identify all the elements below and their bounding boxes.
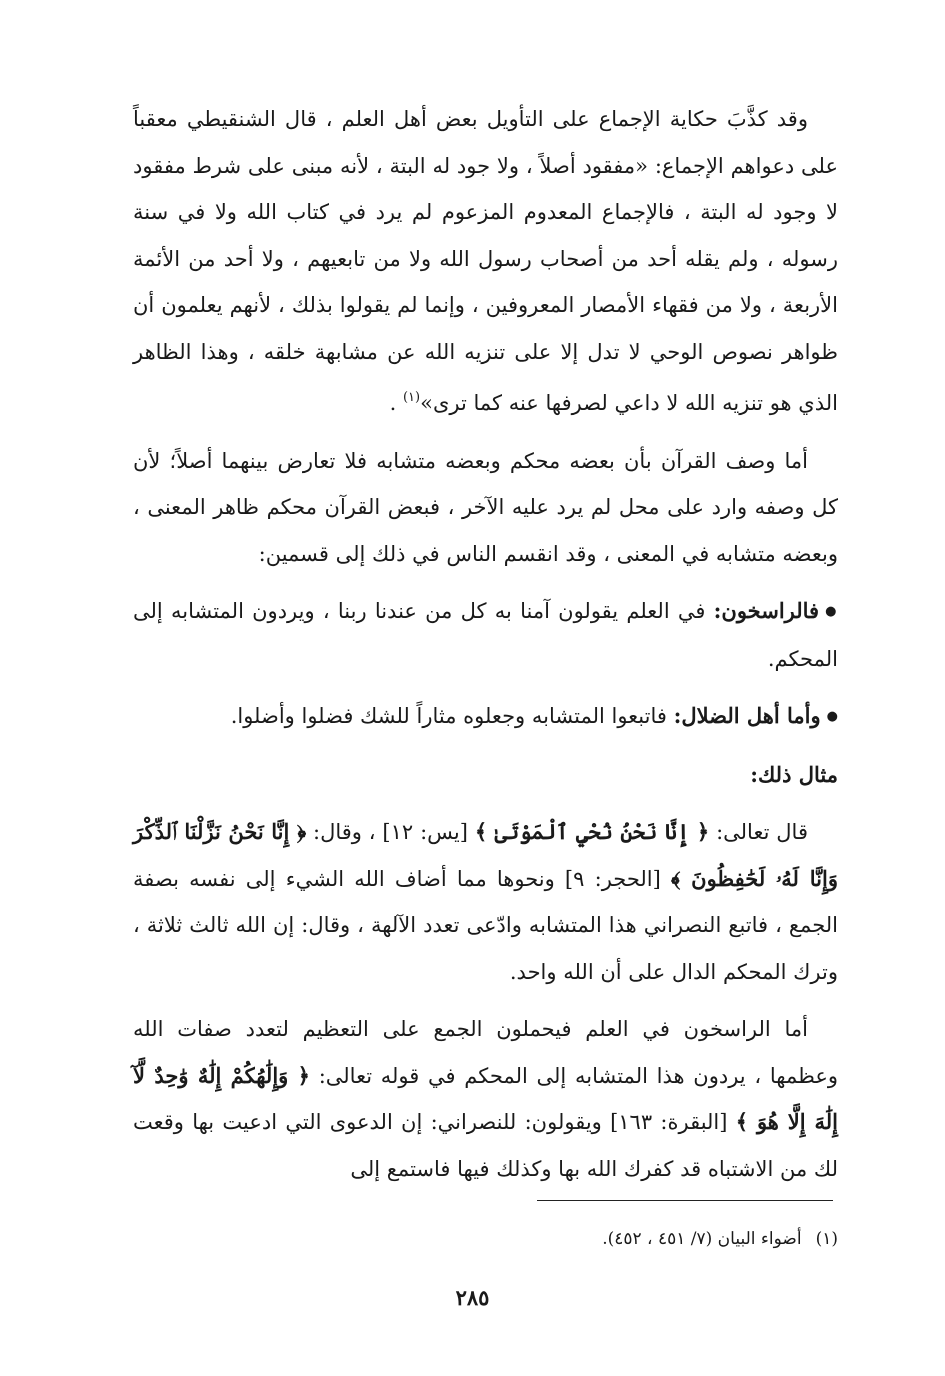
quran-verse: ﴿ إِنَّا نَحْنُ نَزَّلْنَا ٱلذِّكْرَ وَإِنَّا لَهُۥ لَحَٰفِظُونَ ﴾ xyxy=(133,819,838,891)
paragraph-example: قال تعالى: ﴿ إِنَّا نَحْنُ نُحْيِ ٱلْمَوْتَىٰ ﴾ [يس: ١٢] ، وقال: ﴿ إِنَّا نَحْنُ نَزَّلْنَا ٱلذِّكْرَ وَإِنَّا لَهُۥ لَحَٰفِظُونَ ﴾ [الحجر: ٩] ونحوها مما أضاف الله الشيء إلى نفسه بصفة الجمع ، فاتبع النصراني هذا المتشابه وادّعى تعدد الآلهة ، وقال: إن الله ثالث ثلاثة ، وترك المحكم الدال على أن الله واحد. xyxy=(133,819,838,984)
footnote-text: أضواء البيان (٧/ ٤٥١ ، ٤٥٢). xyxy=(602,1229,802,1249)
page-number: ٢٨٥ xyxy=(455,1285,490,1310)
footnote xyxy=(133,1224,838,1254)
example-heading: مثال ذلك: xyxy=(750,761,838,787)
paragraph-muhkam-mutashabih: أما وصف القرآن بأن بعضه محكم وبعضه متشابه فلا تعارض بينهما أصلاً؛ لأن كل وصفه وارد على محل لم يرد عليه الآخر ، فبعض القرآن محكم ظاهر المعنى ، وبعضه متشابه في المعنى ، وقد انقسم الناس في ذلك إلى قسمين: xyxy=(133,448,838,566)
quran-verse: ﴿ إِنَّا نَحْنُ نُحْيِ ٱلْمَوْتَىٰ ﴾ xyxy=(474,819,710,844)
list-item-rasikhun: ● فالراسخون: في العلم يقولون آمنا به كل من عندنا ربنا ، ويردون المتشابه إلى المحكم. xyxy=(133,588,838,682)
quran-verse: ﴿ وَإِلَٰهُكُمْ إِلَٰهٌ وَٰحِدٌ لَّآ إِلَٰهَ إِلَّا هُوَ ﴾ xyxy=(133,1062,838,1134)
paragraph-shinqiti-quote: وقد كذَّبَ حكاية الإجماع على التأويل بعض أهل العلم ، قال الشنقيطي معقباً على دعواهم الإجماع: «مفقود أصلاً ، ولا جود له البتة ، لأنه مبنى على شرط مفقود لا وجود له البتة ، فالإجماع المعدوم المزعوم لم يرد في كتاب الله ولا في سنة رسوله ، ولم يقله أحد من أصحاب رسول الله ولا من تابعيهم ، ولا أحد من الأئمة الأربعة ، ولا من فقهاء الأمصار المعروفين ، وإنما لم يقولوا بذلك ، لأنهم يعلمون أن ظواهر نصوص الوحي لا تدل إلا على تنزيه الله عن مشابهة خلقه ، وهذا الظاهر الذي هو تنزيه الله لا داعي لصرفها عنه كما ترى»$^{(١)}$ . xyxy=(133,107,838,415)
main-text xyxy=(133,96,838,1203)
paragraph-rasikhun-response: أما الراسخون في العلم فيحملون الجمع على التعظيم لتعدد صفات الله وعظمها ، يردون هذا المتشابه إلى المحكم في قوله تعالى: ﴿ وَإِلَٰهُكُمْ إِلَٰهٌ وَٰحِدٌ لَّآ إِلَٰهَ إِلَّا هُوَ ﴾ [البقرة: ١٦٣] ويقولون: للنصراني: إن الدعوى التي ادعيت بها وقعت لك من الاشتباه قد كفرك الله بها وكذلك فيها فاستمع إلى xyxy=(133,1017,838,1181)
bullet-label: فالراسخون: xyxy=(713,598,820,623)
footnote-number: (١) xyxy=(815,1229,838,1249)
footnote-reference[interactable]: (١) xyxy=(402,390,421,405)
footnote-separator xyxy=(537,1200,833,1201)
bullet-label: وأما أهل الضلال: xyxy=(673,703,821,728)
list-item-ahl-al-dalal: ● وأما أهل الضلال: فاتبعوا المتشابه وجعلوه مثاراً للشك فضلوا وأضلوا. xyxy=(133,693,838,741)
